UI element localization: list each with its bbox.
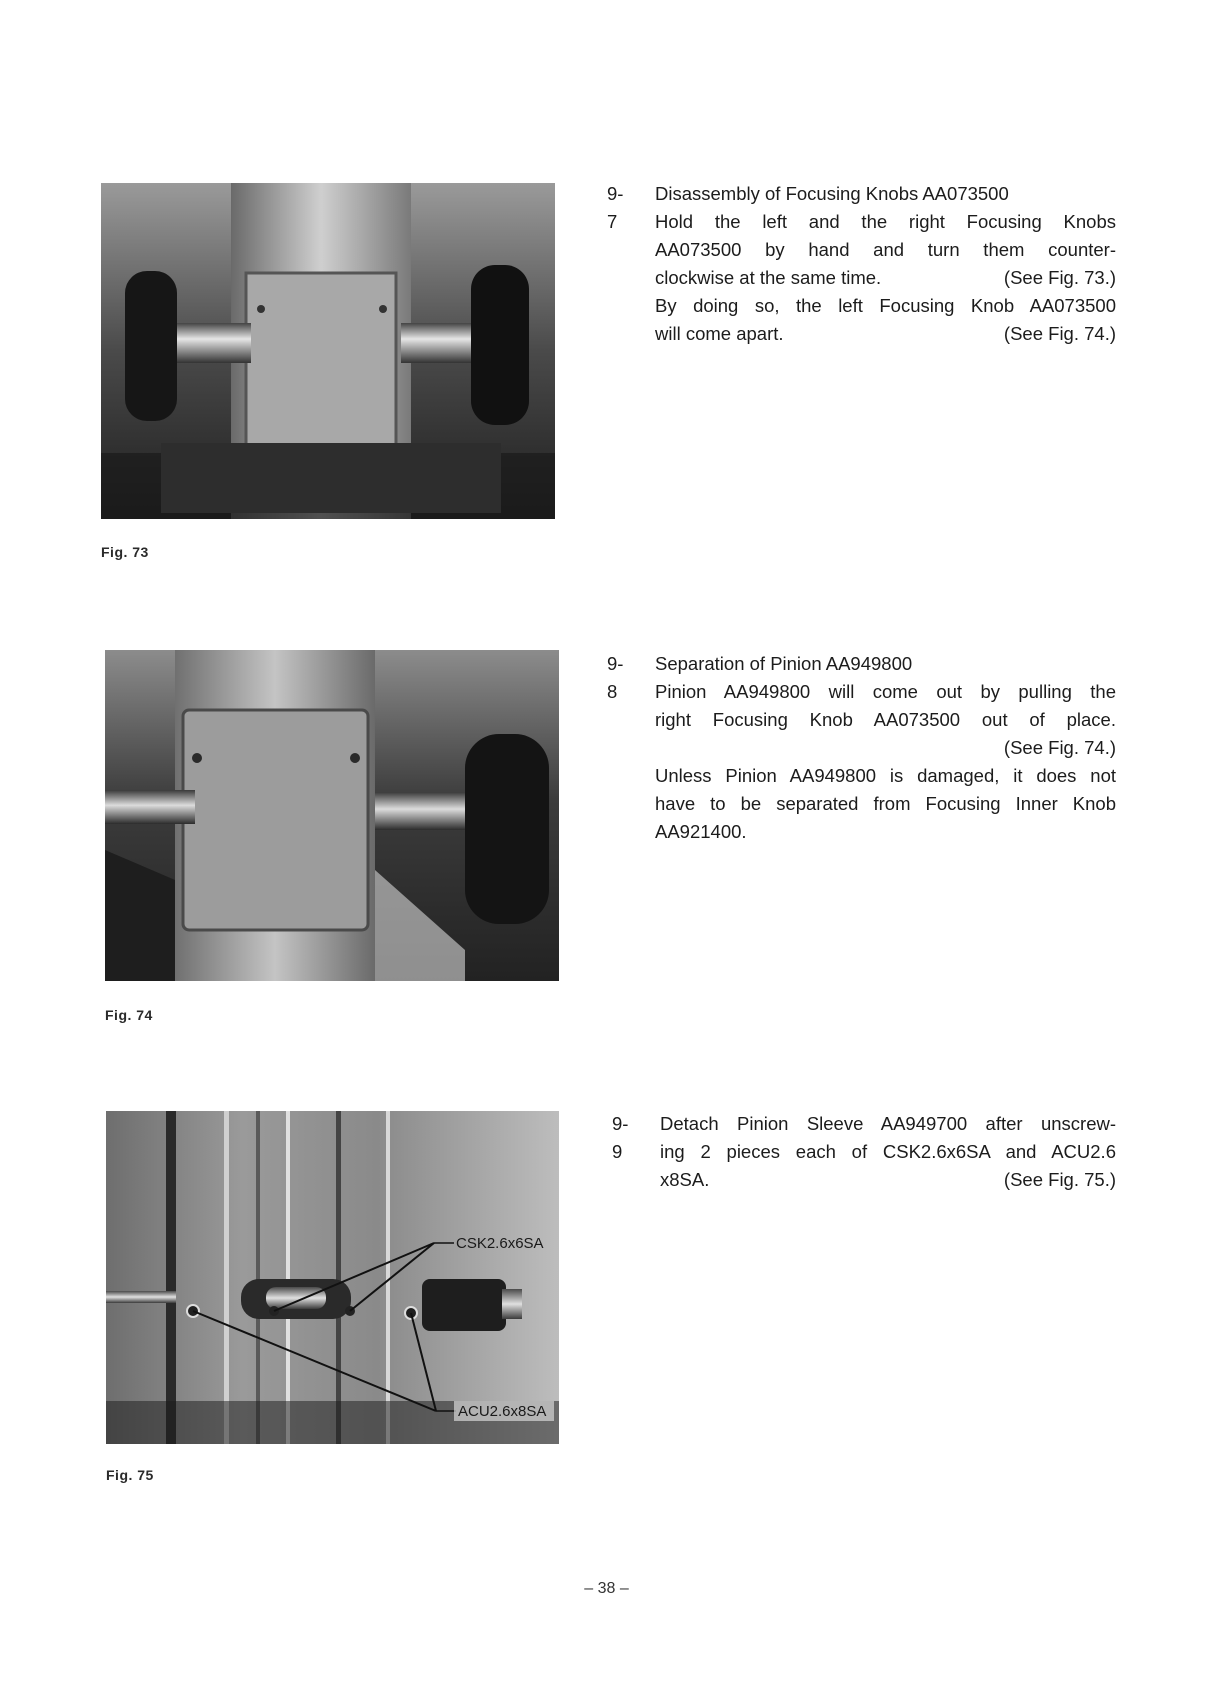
text-line <box>655 264 1116 292</box>
figure-74-caption: Fig. 74 <box>105 1007 153 1023</box>
figure-75-caption: Fig. 75 <box>106 1467 154 1483</box>
callout-acu-label: ACU2.6x8SA <box>458 1403 547 1420</box>
text-line: Pinion AA949800 will come out by pulling the <box>655 681 1116 702</box>
section-body <box>655 180 1116 348</box>
text-line: AA073500 by hand and turn them counter- <box>655 239 1116 260</box>
section-title: Separation of Pinion AA949800 <box>655 653 913 674</box>
figure-reference: (See Fig. 74.) <box>1003 737 1116 758</box>
text-line: Hold the left and the right Focusing Knobs <box>655 211 1116 232</box>
text-line-left: clockwise at the same time. <box>655 267 882 288</box>
section-number: 9-7 <box>607 183 624 232</box>
figure-reference: (See Fig. 74.) <box>1003 323 1116 344</box>
text-line: Unless Pinion AA949800 is damaged, it does not <box>655 765 1116 786</box>
text-line-left: x8SA. <box>660 1169 710 1190</box>
text-line: ing 2 pieces each of CSK2.6x6SA and ACU2.6 <box>660 1141 1116 1162</box>
text-line: Detach Pinion Sleeve AA949700 after unscrew- <box>660 1113 1116 1134</box>
figure-73-photo <box>101 183 555 519</box>
section-body <box>660 1110 1116 1194</box>
page-number: – 38 – <box>584 1580 629 1597</box>
text-line-left: will come apart. <box>655 323 784 344</box>
figure-74-photo <box>105 650 559 981</box>
figure-reference: (See Fig. 73.) <box>1003 267 1116 288</box>
section-body <box>655 650 1116 846</box>
text-line <box>655 320 1116 348</box>
text-line: By doing so, the left Focusing Knob AA073500 <box>655 295 1116 316</box>
figure-73-caption: Fig. 73 <box>101 544 149 560</box>
focusing-knobs-icon <box>101 183 555 519</box>
text-line: right Focusing Knob AA073500 out of place. <box>655 709 1116 730</box>
text-line <box>660 1166 1116 1194</box>
figure-reference: (See Fig. 75.) <box>1003 1169 1116 1190</box>
section-number: 9-9 <box>612 1113 629 1162</box>
callout-csk-label: CSK2.6x6SA <box>456 1235 544 1252</box>
figure-75-photo <box>106 1111 559 1444</box>
text-line: have to be separated from Focusing Inner Knob <box>655 793 1116 814</box>
section-title: Disassembly of Focusing Knobs AA073500 <box>655 183 1009 204</box>
section-number: 9-8 <box>607 653 624 702</box>
pinion-sleeve-screws-icon <box>106 1111 559 1444</box>
pinion-separated-icon <box>105 650 559 981</box>
text-line: AA921400. <box>655 821 747 842</box>
